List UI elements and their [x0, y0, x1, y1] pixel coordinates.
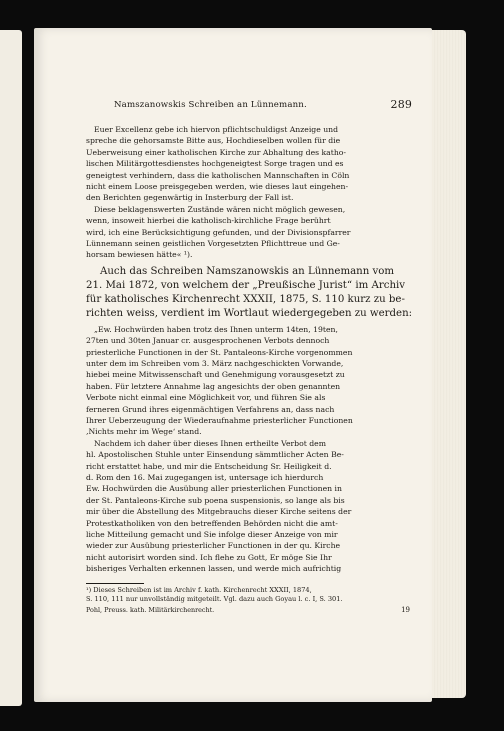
text-line: priesterliche Functionen in der St. Pantaleons-Kirche vorgenommen [86, 347, 353, 357]
footer-title: Pohl, Preuss. kath. Militärkirchenrecht. [86, 605, 215, 614]
text-line: den Berichten gegenwärtig in Insterburg der Fall ist. [86, 193, 294, 203]
text-line: Verbote nicht einmal eine Möglichkeit vor, und führen Sie als [86, 393, 326, 403]
page-footer [86, 606, 412, 618]
text-line: mir über die Abstellung des Mitgebrauchs dieser Kirche seitens der [86, 507, 352, 517]
quoted-letter-part-2 [86, 438, 412, 575]
text-line: Diese beklagenswerten Zustände wären nicht möglich gewesen, [94, 204, 346, 214]
text-line: Ihrer Ueberzeugung der Wiederaufnahme priesterlicher Functionen [86, 415, 353, 425]
text-line: nicht autorisirt worden sind. Ich flehe zu Gott, Er möge Sie Ihr [86, 552, 332, 562]
signature-mark: 19 [401, 605, 410, 614]
text-line: Protestkatholiken von den betreffenden Behörden nicht die amt- [86, 518, 338, 528]
text-line: ferneren Grund ihres eigenmächtigen Verfahrens an, dass nach [86, 404, 335, 414]
text-line: Auch das Schreiben Namszanowskis an Lünnemann vom [100, 265, 395, 277]
text-line: Nachdem ich daher über dieses Ihnen ertheilte Verbot dem [94, 438, 327, 448]
text-line: spreche die gehorsamste Bitte aus, Hochdieselben wollen für die [86, 136, 341, 146]
footnote-line: ¹) Dieses Schreiben ist im Archiv f. kath. Kirchenrecht XXXII, 1874, [86, 585, 312, 594]
text-line: bisheriges Verhalten erkennen lassen, und werde mich aufrichtig [86, 564, 342, 574]
book-page [34, 28, 432, 702]
text-line: lischen Militärgottesdienstes hochgeneigtest Sorge tragen und es [86, 159, 344, 169]
text-line: wieder zur Ausübung priesterlicher Functionen in der qu. Kirche [86, 541, 341, 551]
text-line: haben. Für letztere Annahme lag angesichts der oben genannten [86, 381, 341, 391]
text-line: Euer Excellenz gebe ich hiervon pflichtschuldigst Anzeige und [94, 125, 339, 134]
page-content [86, 98, 412, 618]
text-line: unter dem im Schreiben vom 3. März nachgeschickten Vorwande, [86, 358, 344, 368]
text-line: 27ten und 30ten Januar cr. ausgesprochenen Verbots dennoch [86, 336, 330, 346]
text-line: hl. Apostolischen Stuhle unter Einsendung sämmtlicher Acten Be- [86, 450, 344, 460]
text-line: richt erstattet habe, und mir die Entscheidung Sr. Heiligkeit d. [86, 461, 332, 471]
previous-page-edge [0, 30, 22, 706]
text-line: Ew. Hochwürden die Ausübung aller priesterlichen Functionen in [86, 484, 342, 494]
paragraph-introduction [86, 265, 412, 322]
text-line: 21. Mai 1872, von welchem der „Preußische Jurist“ im Archiv [86, 280, 406, 292]
footnote-line: S. 110, 111 nur unvollständig mitgeteilt. Vgl. dazu auch Goyau l. c. I, S. 301. [86, 595, 343, 604]
text-line: hiebei meine Mitwissenschaft und Genehmigung vorausgesetzt zu [86, 370, 345, 380]
paragraph-letter-end [86, 124, 412, 204]
text-line: ‚Nichts mehr im Wege‘ stand. [86, 427, 202, 437]
text-line: geneigtest verhindern, dass die katholischen Mannschaften in Cöln [86, 170, 350, 180]
quoted-letter-part-1 [86, 324, 412, 438]
running-title: Namszanowskis Schreiben an Lünnemann. [114, 100, 307, 110]
text-line: horsam bewiesen hätte« ¹). [86, 250, 193, 260]
text-line: d. Rom den 16. Mai zugegangen ist, untersage ich hierdurch [86, 472, 324, 482]
text-line: wenn, insoweit hierbei die katholisch-kirchliche Frage berührt [86, 216, 331, 226]
text-line: Ueberweisung einer katholischen Kirche zur Abhaltung des katho- [86, 147, 347, 157]
text-line: liche Mitteilung gemacht und Sie infolge dieser Anzeige von mir [86, 530, 338, 539]
text-line: „Ew. Hochwürden haben trotz des Ihnen unterm 14ten, 19ten, [94, 324, 338, 334]
paragraph-conditions [86, 204, 412, 261]
page-number: 289 [390, 98, 412, 111]
footnote-divider [86, 583, 144, 584]
text-line: richten weiss, verdient im Wortlaut wiedergegeben zu werden: [86, 308, 412, 320]
text-line: wird, ich eine Berücksichtigung gefunden, und der Divisionspfarrer [86, 227, 351, 237]
text-line: für katholisches Kirchenrecht XXXII, 1875, S. 110 kurz zu be- [86, 294, 405, 306]
running-head [86, 98, 412, 114]
text-line: Lünnemann seinen geistlichen Vorgesetzten Pflichttreue und Ge- [86, 239, 340, 249]
footnote [86, 586, 412, 605]
text-line: nicht einem Loose preisgegeben werden, wie dieses laut eingehen- [86, 182, 349, 192]
text-line: der St. Pantaleons-Kirche sub poena suspensionis, so lange als bis [86, 495, 345, 505]
